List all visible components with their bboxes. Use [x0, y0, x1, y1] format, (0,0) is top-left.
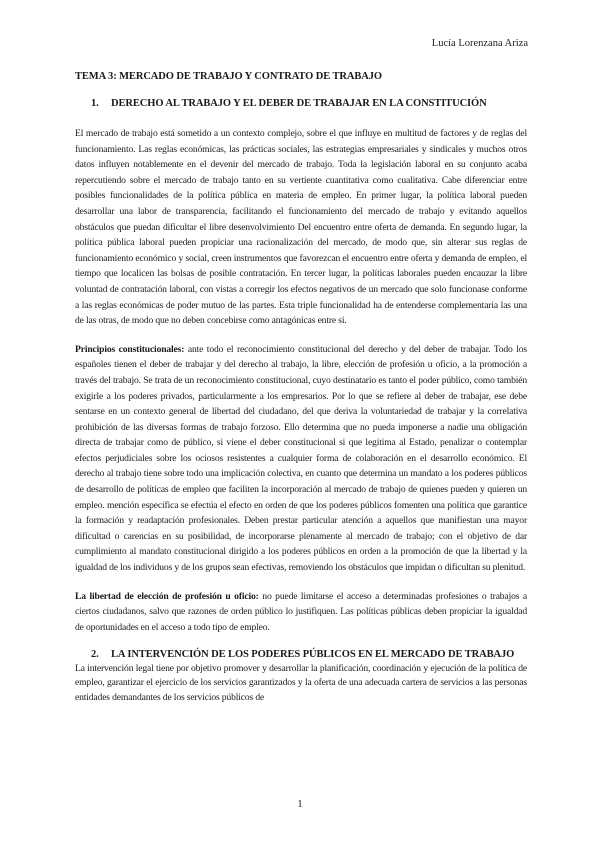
section-number: 2.: [91, 649, 99, 661]
paragraph-lead: Principios constitucionales:: [75, 343, 185, 355]
document-body: [75, 71, 527, 705]
section-title: LA INTERVENCIÓN DE LOS PODERES PÚBLICOS EN EL MERCADO DE TRABAJO: [111, 649, 515, 661]
section-heading-2: [91, 649, 527, 662]
paragraph-text: no puede limitarse el acceso a determinadas profesiones o trabajos a ciertos ciudadanos, salvo que razones de orden público lo justifiquen. Las políticas públicas deben propiciar la igualdad de oportunidades en el acceso a todo tipo de empleo.: [75, 590, 527, 633]
paragraph-text: ante todo el reconocimiento constitucional del derecho y del deber de trabajar. Todo los españoles tienen el deber de trabajar y del derecho al trabajo, la libre, elección de profesión u oficio, a la promoción a través del trabajo. Se trata de un reconocimiento constitucional, cuyo destinatario es tanto el poder público, como también exigirle a los poderes privados, particularmente a los empresarios. Por lo que se refiere al deber de trabajar, ese debe sentarse en un contexto general de libertad del ciudadano, del que deriva la voluntariedad de trabajar y la correlativa prohibición de las diversas formas de trabajo forzoso. Ello determina que no pueda imponerse a nadie una obligación directa de trabajar como de público, si viene el deber constitucional si que legitima al Estado, penalizar o contemplar efectos perjudiciales sobre los ociosos resistentes a cualquier forma de colaboración en el desarrollo económico. El derecho al trabajo tiene sobre todo una implicación colectiva, en cuanto que determina un mandato a los poderes públicos de desarrollo de políticas de empleo que faciliten la incorporación al mercado de trabajo de quienes pueden y quieren un empleo. mención específica se efectúa el efecto en orden de que los poderes públicos fomenten una política que garantice la formación y readaptación profesionales. Deben prestar particular atención a aquellos que manifiestan una mayor dificultad o carencias en su posibilidad, de incorporarse plenamente al mercado de trabajo; con el objetivo de dar cumplimiento al mandato constitucional dirigido a los poderes públicos en orden a la promoción de que la libertad y la igualdad de los individuos y de los grupos sean efectivas, removiendo los obstáculos que impidan o dificultan su plenitud.: [75, 343, 527, 574]
paragraph-freedom-of-profession: [75, 589, 527, 636]
page-number: 1: [297, 798, 303, 810]
section-title: DERECHO AL TRABAJO Y EL DEBER DE TRABAJAR EN LA CONSTITUCIÓN: [111, 98, 487, 109]
paragraph-constitutional-principles: [75, 342, 527, 576]
header-author: Lucía Lorenzana Ariza: [431, 38, 528, 49]
section-number: 1.: [91, 98, 99, 109]
section-heading-1: [91, 98, 527, 109]
paragraph-lead: La libertad de elección de profesión u oficio:: [75, 590, 259, 602]
paragraph-market: El mercado de trabajo está sometido a un contexto complejo, sobre el que influye en multitud de factores y de reglas del funcionamiento. Las reglas económicas, las prácticas sociales, las estrategias empresariales y sindicales y muchos otros datos influyen notablemente en el devenir del mercado de trabajo. Toda la legislación laboral en su conjunto acaba repercutiendo sobre el mercado de trabajo tanto en su vertiente cuantitativa como cualitativa. Cabe diferenciar entre posibles funcionalidades de la política pública en materia de empleo. En primer lugar, la política laboral pueden desarrollar una labor de transparencia, facilitando el funcionamiento del mercado de trabajo y evitando aquellos obstáculos que puedan dificultar el libre desenvolvimiento Del encuentro entre oferta de demanda. En segundo lugar, la política pública laboral pueden propiciar una racionalización del mercado, de modo que, sin alterar sus reglas de funcionamiento económico y social, creen instrumentos que favorezcan el encuentro entre oferta y demanda de empleo, el tiempo que localicen las bolsas de posible contratación. En tercer lugar, la políticas laborales pueden encauzar la libre voluntad de contratación laboral, con vistas a corregir los efectos negativos de un mercado que solo funcionase conforme a las reglas económicas de poder mutuo de las partes. Esta triple funcionalidad ha de entenderse complementaria las una de las otras, de modo que no deben concebirse como antagónicas entre sí.: [75, 128, 527, 327]
document-title: TEMA 3: MERCADO DE TRABAJO Y CONTRATO DE TRABAJO: [75, 71, 382, 82]
paragraph-intervention: La intervención legal tiene por objetivo promover y desarrollar la planificación, coordinación y ejecución de la política de empleo, garantizar el ejercicio de los servicios garantizados y la oferta de una adecuada cartera de servicios a las personas entidades demandantes de los servicios públicos de: [75, 662, 527, 703]
